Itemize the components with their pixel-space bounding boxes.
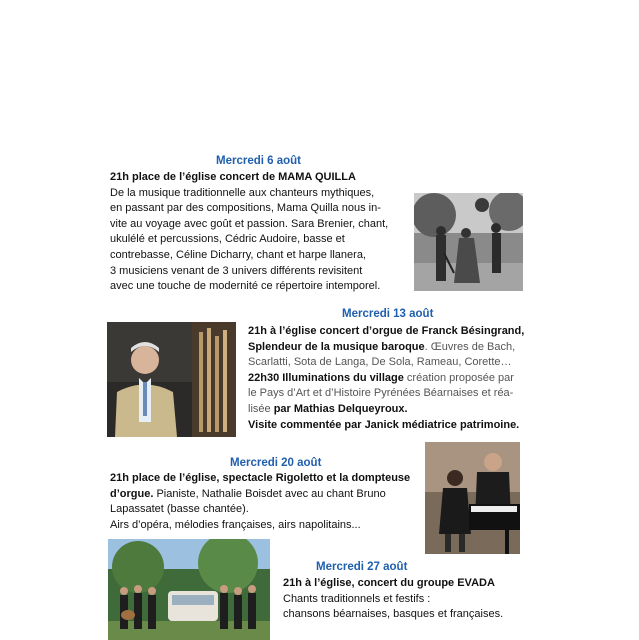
event-20-aout-text xyxy=(110,471,410,533)
event-description-line: ukulélé et percussions, Cédric Audoire, basse et xyxy=(110,233,345,246)
event-description-line: Pianiste, Nathalie Boisdet avec au chant Bruno xyxy=(153,487,386,500)
illuminations-author: par Mathias Delqueyroux. xyxy=(273,402,408,415)
illuminations-title: 22h30 Illuminations du village xyxy=(248,371,404,384)
mama-quilla-photo xyxy=(414,193,523,291)
rigoletto-photo xyxy=(425,442,520,554)
event-date-27-aout: Mercredi 27 août xyxy=(316,561,408,573)
event-subheadline: Splendeur de la musique baroque xyxy=(248,340,425,353)
event-works-intro: . Œuvres de Bach, xyxy=(424,340,516,353)
event-6-aout-text xyxy=(110,170,388,295)
event-date-20-aout: Mercredi 20 août xyxy=(230,457,322,469)
event-description-line: Lapassatet (basse chantée). xyxy=(110,503,249,516)
evada-photo xyxy=(108,539,270,640)
event-description-line: 3 musiciens venant de 3 univers différents revisitent xyxy=(110,264,363,277)
guided-visit: Visite commentée par Janick médiatrice patrimoine. xyxy=(248,418,520,431)
event-date-6-aout: Mercredi 6 août xyxy=(216,155,301,167)
event-headline-end: d’orgue. xyxy=(110,487,154,500)
illuminations-text: création proposée par xyxy=(403,371,514,384)
event-headline: 21h à l’église, concert du groupe EVADA xyxy=(283,577,495,589)
event-description-line: avec une touche de modernité ce répertoire intemporel. xyxy=(110,280,381,293)
event-27-aout-text xyxy=(283,576,503,623)
event-description-line: Chants traditionnels et festifs : xyxy=(283,592,431,605)
event-works-list: Scarlatti, Sota de Langa, De Sola, Rameau, Corette… xyxy=(248,356,512,369)
illuminations-text: le Pays d’Art et d’Histoire Pyrénées Béarnaises et réa- xyxy=(248,387,514,400)
event-description-line: De la musique traditionnelle aux chanteurs mythiques, xyxy=(110,186,375,199)
event-headline: 21h place de l’église, spectacle Rigoletto et la dompteuse xyxy=(110,472,411,484)
event-headline: 21h à l’église concert d’orgue de Franck Bésingrand, xyxy=(248,325,525,337)
franck-besingrand-photo xyxy=(107,322,236,437)
event-headline: 21h place de l’église concert de MAMA QUILLA xyxy=(110,171,356,183)
event-description-line: vite au voyage avec goût et passion. Sara Brenier, chant, xyxy=(110,217,389,230)
event-13-aout-text xyxy=(248,324,524,433)
illuminations-text: lisée xyxy=(248,402,274,415)
event-date-13-aout: Mercredi 13 août xyxy=(342,308,434,320)
event-description-line: Airs d’opéra, mélodies françaises, airs napolitains... xyxy=(110,518,361,531)
event-description-line: en passant par des compositions, Mama Quilla nous in- xyxy=(110,202,381,215)
event-description-line: chansons béarnaises, basques et françaises. xyxy=(283,608,504,621)
event-description-line: contrebasse, Céline Dicharry, chant et harpe llanera, xyxy=(110,248,366,261)
